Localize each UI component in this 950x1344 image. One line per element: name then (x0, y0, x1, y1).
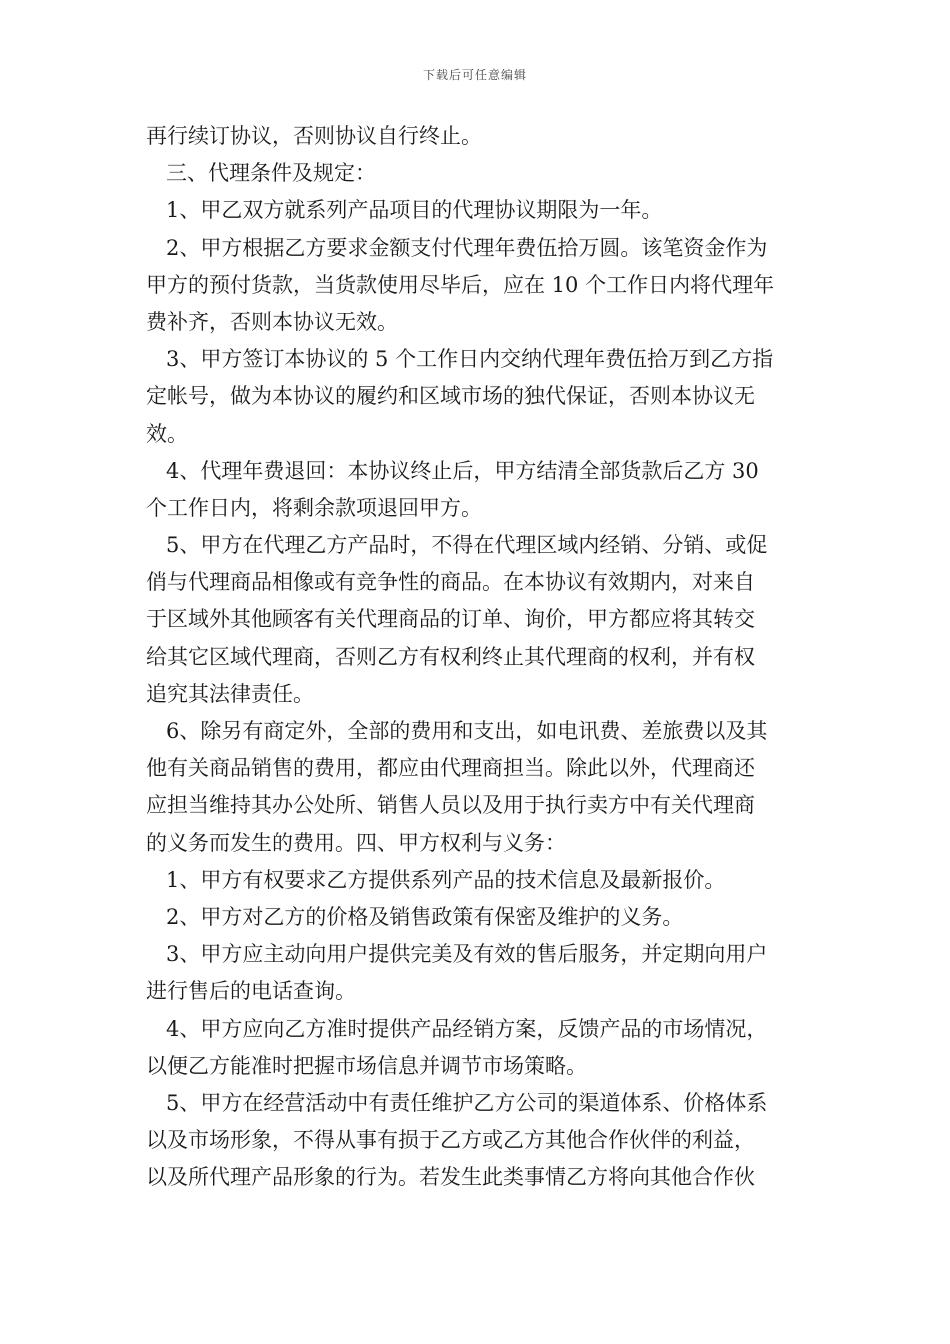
text-line: 于区域外其他顾客有关代理商品的订单、询价，甲方都应将其转交 (146, 607, 755, 632)
text-line: 俏与代理商品相像或有竞争性的商品。在本协议有效期内，对来自 (146, 570, 755, 595)
text-line: 3、甲方签订本协议的 5 个工作日内交纳代理年费伍拾万到乙方指 (166, 347, 774, 372)
text-line: 以便乙方能准时把握市场信息并调节市场策略。 (146, 1053, 587, 1078)
text-line: 定帐号，做为本协议的履约和区域市场的独代保证，否则本协议无 (146, 384, 755, 409)
page-header: 下载后可任意编辑 (422, 68, 527, 82)
document-body (146, 118, 808, 1196)
text-line: 4、甲方应向乙方准时提供产品经销方案，反馈产品的市场情况， (166, 1016, 768, 1041)
text-line: 5、甲方在代理乙方产品时，不得在代理区域内经销、分销、或促 (166, 533, 768, 558)
text-line: 3、甲方应主动向用户提供完美及有效的售后服务，并定期向用户 (166, 942, 768, 967)
text-line: 以及市场形象，不得从事有损于乙方或乙方其他合作伙伴的利益， (146, 1128, 755, 1153)
text-line: 1、甲乙双方就系列产品项目的代理协议期限为一年。 (166, 198, 663, 223)
text-line: 再行续订协议，否则协议自行终止。 (146, 124, 482, 148)
text-line: 进行售后的电话查询。 (146, 979, 356, 1004)
text-line: 2、甲方对乙方的价格及销售政策有保密及维护的义务。 (166, 904, 684, 929)
text-line: 追究其法律责任。 (146, 681, 314, 706)
text-line: 费补齐，否则本协议无效。 (146, 309, 398, 334)
text-line: 以及所代理产品形象的行为。若发生此类事情乙方将向其他合作伙 (146, 1165, 755, 1190)
text-line: 效。 (146, 421, 188, 446)
text-line: 甲方的预付货款，当货款使用尽毕后，应在 10 个工作日内将代理年 (146, 272, 775, 297)
text-line: 应担当维持其办公处所、销售人员以及用于执行卖方中有关代理商 (146, 793, 755, 818)
text-line: 6、除另有商定外，全部的费用和支出，如电讯费、差旅费以及其 (166, 719, 768, 743)
text-line: 1、甲方有权要求乙方提供系列产品的技术信息及最新报价。 (166, 867, 726, 892)
text-line: 三、代理条件及规定： (166, 161, 376, 186)
text-line: 他有关商品销售的费用，都应由代理商担当。除此以外，代理商还 (146, 756, 755, 781)
text-line: 5、甲方在经营活动中有责任维护乙方公司的渠道体系、价格体系 (166, 1090, 768, 1115)
text-line: 的义务而发生的费用。四、甲方权利与义务： (146, 830, 566, 855)
text-line: 2、甲方根据乙方要求金额支付代理年费伍拾万圆。该笔资金作为 (166, 235, 768, 260)
text-line: 4、代理年费退回：本协议终止后，甲方结清全部货款后乙方 30 (166, 458, 759, 483)
text-line: 给其它区域代理商，否则乙方有权利终止其代理商的权利，并有权 (146, 644, 755, 669)
text-line: 个工作日内，将剩余款项退回甲方。 (146, 495, 482, 520)
